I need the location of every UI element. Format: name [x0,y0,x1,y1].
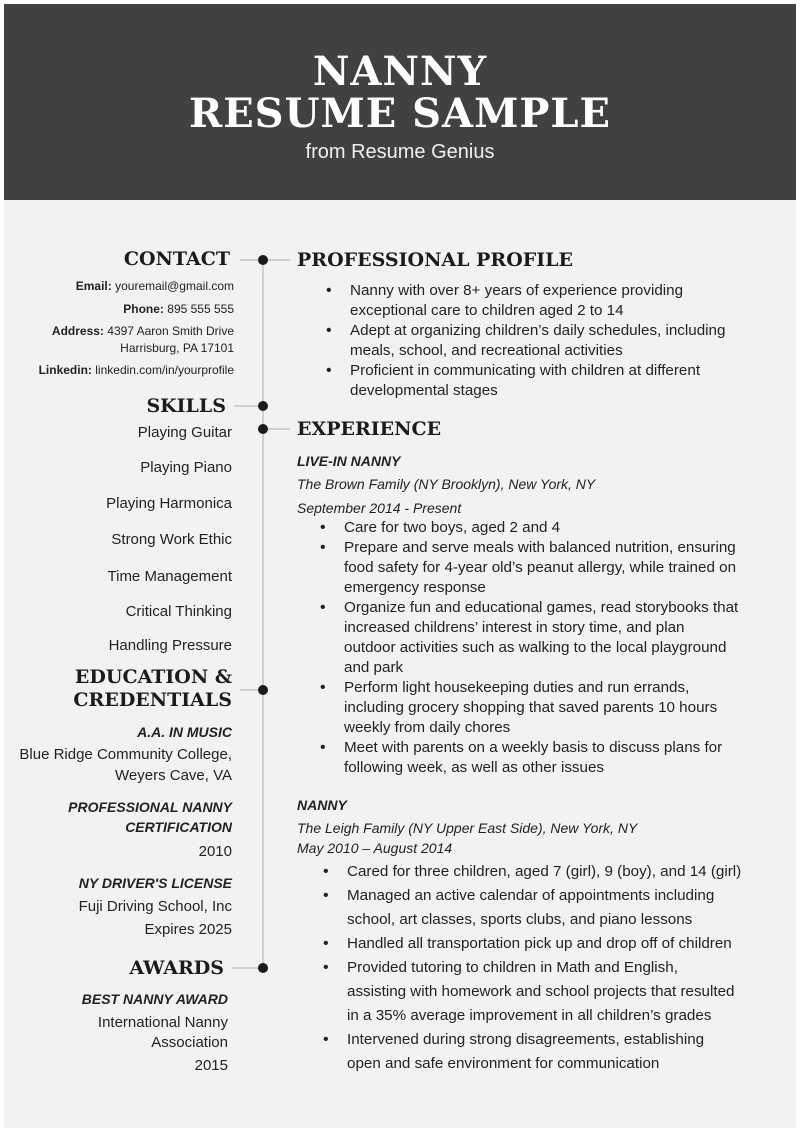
phone-value: 895 555 555 [167,302,234,316]
bullet-item [347,956,777,1028]
bullet-line: food safety for 4-year old’s peanut allergy, while trained on [344,559,737,576]
skills-heading: SKILLS [146,395,226,417]
address-line1: 4397 Aaron Smith Drive [107,324,234,338]
profile-heading: PROFESSIONAL PROFILE [297,249,573,271]
license-expires: Expires 2025 [144,921,232,938]
skill-item: Playing Harmonica [106,495,232,512]
bullet-line: • Perform light housekeeping duties and run errands, [344,679,690,696]
bullet-line: weekly from daily chores [344,719,511,736]
experience-heading: EXPERIENCE [297,418,442,440]
license-school: Fuji Driving School, Inc [78,898,232,915]
bullet-line: assisting with homework and school projects that resulted [347,983,735,1000]
skill-item: Time Management [107,568,232,585]
email-label: Email: [75,279,112,293]
contact-linkedin [39,361,234,379]
bullet-item [344,678,774,738]
degree-title: A.A. IN MUSIC [137,724,232,740]
license-title: NY DRIVER'S LICENSE [78,875,232,891]
timeline-dot-awards [258,963,268,973]
contact-phone [123,300,234,318]
bullet-line: exceptional care to children aged 2 to 14 [350,302,624,319]
bullet-item [347,932,777,956]
bullet-line: • Cared for three children, aged 7 (girl), 9 (boy), and 14 (girl) [347,863,742,880]
profile-bullet-list [350,281,770,401]
bullet-item [344,538,774,598]
awards-heading: AWARDS [129,957,224,979]
bullet-line: including grocery shopping that saved parents 10 hours [344,699,718,716]
bullet-line: • Organize fun and educational games, read storybooks that [344,599,739,616]
bullet-line: • Adept at organizing children’s daily schedules, including [350,322,726,339]
award-title: BEST NANNY AWARD [81,991,228,1007]
resume-header [4,4,796,200]
cert-title-line1: PROFESSIONAL NANNY [68,799,232,815]
bullet-line: meals, school, and recreational activities [350,342,623,359]
job-bullet-list [344,518,774,778]
bullet-line: increased childrens’ interest in story time, and plan [344,619,685,636]
timeline-dot-experience [258,424,268,434]
header-title-line2: RESUME SAMPLE [188,90,612,137]
bullet-item [350,281,770,321]
bullet-item [344,518,774,538]
bullet-line: developmental stages [350,382,498,399]
bullet-line: in a 35% average improvement in all children’s grades [347,1007,712,1024]
job-dates: May 2010 – August 2014 [297,840,453,856]
cert-year: 2010 [198,843,232,860]
skill-item: Playing Guitar [137,424,232,441]
bullet-item [344,598,774,678]
bullet-line: open and safe environment for communication [347,1055,660,1072]
bullet-line: • Nanny with over 8+ years of experience providing [350,282,684,299]
timeline-dot-skills [258,401,268,411]
job-title: LIVE-IN NANNY [297,453,401,469]
bullet-line: • Handled all transportation pick up and drop off of children [347,935,732,952]
bullet-item [344,738,774,778]
skill-item: Handling Pressure [108,637,232,654]
bullet-line: school, art classes, sports clubs, and piano lessons [347,911,693,928]
contact-address-line2: Harrisburg, PA 17101 [120,341,234,355]
bullet-line: outdoor activities such as walking to the local playground [344,639,727,656]
linkedin-label: Linkedin: [38,363,92,377]
header-subtitle: from Resume Genius [305,141,495,163]
bullet-line: • Intervened during strong disagreements, establishing [347,1031,705,1048]
bullet-line: • Proficient in communicating with children at different [350,362,701,379]
bullet-item [347,884,777,932]
school-line1: Blue Ridge Community College, [19,746,232,763]
award-org-line2: Association [151,1034,228,1051]
skill-item: Playing Piano [140,459,232,476]
bullet-line: and park [344,659,404,676]
timeline-dot-education [258,685,268,695]
bullet-line: • Provided tutoring to children in Math and English, [347,959,678,976]
bullet-item [350,361,770,401]
linkedin-value: linkedin.com/in/yourprofile [95,363,234,377]
education-heading-line1: EDUCATION & [74,666,232,688]
email-value: youremail@gmail.com [115,279,234,293]
header-title-line1: NANNY [312,48,488,95]
education-heading-line2: CREDENTIALS [73,689,232,711]
cert-title-line2: CERTIFICATION [125,819,232,835]
award-year: 2015 [194,1057,228,1074]
contact-address [52,322,234,340]
job-dates: September 2014 - Present [297,500,462,516]
bullet-line: • Meet with parents on a weekly basis to discuss plans for [344,739,723,756]
bullet-item [347,860,777,884]
bullet-item [347,1028,777,1076]
timeline-dot-contact [258,255,268,265]
bullet-line: emergency response [344,579,486,596]
bullet-line: • Prepare and serve meals with balanced nutrition, ensuring [344,539,736,556]
address-label: Address: [51,324,104,338]
school-line2: Weyers Cave, VA [115,767,232,784]
job-bullet-list [347,860,777,1076]
bullet-item [350,321,770,361]
contact-heading: CONTACT [123,248,230,270]
award-org-line1: International Nanny [97,1014,228,1031]
timeline-line [262,258,264,970]
job-employer: The Leigh Family (NY Upper East Side), New York, NY [297,820,638,836]
bullet-line: • Managed an active calendar of appointments including [347,887,715,904]
skill-item: Critical Thinking [125,603,232,620]
skill-item: Strong Work Ethic [111,531,232,548]
job-title: NANNY [297,797,347,813]
bullet-line: following week, as well as other issues [344,759,604,776]
phone-label: Phone: [123,302,164,316]
bullet-line: • Care for two boys, aged 2 and 4 [344,519,561,536]
job-employer: The Brown Family (NY Brooklyn), New York, NY [297,476,596,492]
contact-email [76,277,234,295]
